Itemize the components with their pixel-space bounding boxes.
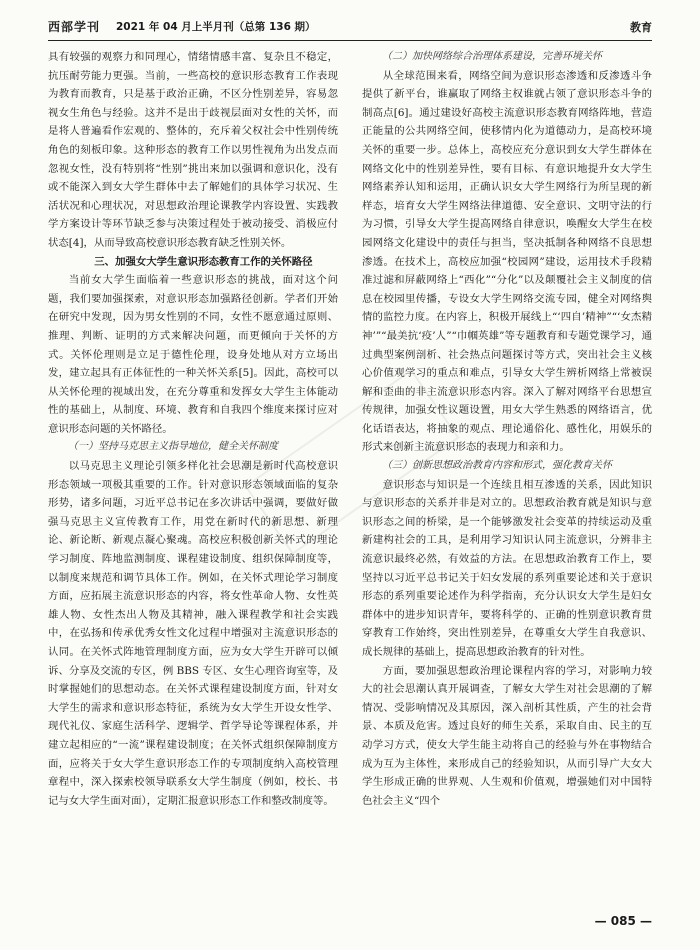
paragraph: 意识形态与知识是一个连续且相互渗透的关系，因此知识与意识形态的关系并非是对立的。思想政治教育就是知识与意识形态之间的桥梁，是一个能够激发社会变革的持续运动及重新建构社会的工具，是利用学习知识认同主流意识，分辨非主流意识最终必然，有效益的方法。在思想政治教育工作上，要坚持以习近平总书记关于妇女发展的系列重要论述和关于意识形态的系列重要论述作为科学指南，充分认识女大学生是妇女群体中的进步知识青年，要将科学的、正确的性别意识教育贯穿教育工作始终，突出性别差异，在尊重女大学生自我意识、成长规律的基础上，提高思想政治教育的针对性。	[362, 478, 652, 658]
journal-logo: 西部学刊	[48, 20, 101, 34]
paragraph: 当前女大学生面临着一些意识形态的挑战，面对这个问题，我们要加强探索，对意识形态加强路径创新。学者们开始在研究中发现，因为男女性别的不同，女性不愿意通过原则、推理、判断、证明的方式来解决问题，而更倾向于关怀的方式。关怀伦理则是立足于德性伦理，设身处地从对方立场出发，建立起具有正体征性的一种关怀关系[5]。因此，高校可以从关怀伦理的视域出发，在充分尊重和发挥女大学生主体能动性的基础上，从制度、环境、教育和自我四个维度来探讨应对意识形态问题的关怀路径。	[48, 274, 338, 435]
subsection-heading: （三）创新思想政治教育内容和形式，强化教育关怀	[382, 460, 612, 472]
paragraph: 从全球范围来看，网络空间为意识形态渗透和反渗透斗争提供了新平台，谁赢取了网络主权谁就占领了意识形态斗争的制高点[6]。通过建设好高校主流意识形态教育网络阵地，营造正能量的公共网络空间，使移情内化为道德动力，是高校环境关怀的重要一步。总体上，高校应充分意识到女大学生群体在网络文化中的性别差异性，要有目标、有意识地提升女大学生网络素养认知和运用，正确认识女大学生网络行为所呈现的新样态，培育女大学生网络法律道德、安全意识、文明守法的行为习惯，引导女大学生提高网络自律意识，唤醒女大学生在校园网络文化建设中的责任与担当，坚决抵制各种网络不良思想渗透。在技术上，高校应加强“校园网”建设，运用技术手段精准过滤和屏蔽网络上“西化”“分化”以及颠覆社会主义制度的信息在校园里传播，专设女大学生网络交流专园，健全对网络舆情的监控力度。在内容上，积极开展线上“‘四自’精神”“‘女杰精神’”“最美抗‘疫’人”“巾帼英雄”等专题教育和专题党课学习，通过典型案例剖析、社会热点问题探讨等方式，突出社会主义核心价值观学习的重点和难点，引导女大学生辨析网络上常被误解和歪曲的非主流意识形态内容。深入了解对网络平台思想宣传规律，加强女性议题设置，用女大学生熟悉的网络语言，优化话语表达，将抽象的观点、理论通俗化、感性化，用娱乐的形式来创新主流意识形态的表现力和亲和力。	[362, 69, 652, 454]
section-label: 教育	[630, 21, 652, 34]
paragraph: 具有较强的观察力和同理心，情绪情感丰富、复杂且不稳定，抗压耐劳能力更强。当前，一些高校的意识形态教育工作表现为教育而教育，只是基于政治正确，不区分性别差异，容易忽视女生角色与经验。这并不是出于歧视层面对女性的关怀，而是将人普遍看作宏观的、整体的，充斥着父权社会中性别传统角色的刻板印象。这种形态的教育工作以男性视角为出发点而忽视女性，没有特别将“性别”挑出来加以强调和意识化，没有或不能深入到女大学生群体中去了解她们的具体学习状况、生活状况和心理状况，对思想政治理论课教学内容设置、实践教学方案设计等环节缺乏参与决策过程处于被动接受、消极应付状态[4]，从而导致高校意识形态教育缺乏性别关怀。	[48, 51, 338, 249]
subsection-heading: （二）加快网络综合治理体系建设，完善环境关怀	[382, 51, 602, 62]
paragraph: 方面，要加强思想政治理论课程内容的学习，对影响力较大的社会思潮认真开展调查，了解女大学生对社会思潮的了解情况、受影响情况及其原因，深入剖析其性质，产生的社会背景、本质及危害。透过良好的师生关系，采取自由、民主的互动学习方式，使女大学生能主动将自己的经验与外在事物结合成为互为主体性，来形成自己的经验知识，从而引导广大女大学生形成正确的世界观、人生观和价值观，增强她们对中国特色社会主义“四个	[362, 664, 652, 807]
section-heading: 三、加强女大学生意识形态教育工作的关怀路径	[94, 255, 313, 268]
issue-info: 2021 年 04 月上半月刊（总第 136 期）	[116, 21, 316, 33]
left-column	[48, 48, 338, 810]
page-header	[48, 16, 652, 38]
paragraph: 以马克思主义理论引领多样化社会思潮是新时代高校意识形态领域一项极其重要的工作。针对意识形态领域面临的复杂形势，诸多问题，习近平总书记在多次讲话中强调，要做好做强马克思主义宣传教育工作，用党在新时代的新思想、新理论、新论断、新观点凝心聚魂。高校应积极创新关怀式的理论学习制度、阵地监测制度、课程建设制度、组织保障制度等，以制度来规范和调节具体工作。例如，在关怀式理论学习制度方面，应拓展主流意识形态的内容，将女性革命人物、女性英雄人物、女性杰出人物及其精神，融入课程教学和社会实践中，在弘扬和传承优秀女性文化过程中增强对主流意识形态的认同。在关怀式阵地管理制度方面，应为女大学生开辟可以倾诉、分享及交流的专区，例 BBS 专区、女生心理咨询室等，及时掌握她们的思想动态。在关怀式课程建设制度方面，针对女大学生的需求和意识形态特征，系统为女大学生开设女性学、现代礼仪、家庭生活科学、逻辑学、哲学导论等课程体系，并建立起相应的“一流”课程建设制度；在关怀式组织保障制度方面，应将关于女大学生意识形态工作的专项制度纳入高校管理章程中，深入探索校领导联系女大学生制度（例如，校长、书记与女大学生面对面），定期汇报意识形态工作和整改制度等。	[48, 460, 338, 807]
subsection-heading: （一）坚持马克思主义指导地位，健全关怀制度	[68, 441, 278, 453]
right-column	[362, 48, 652, 810]
header-rule	[48, 40, 652, 41]
page-number: — 085 —	[594, 914, 652, 928]
